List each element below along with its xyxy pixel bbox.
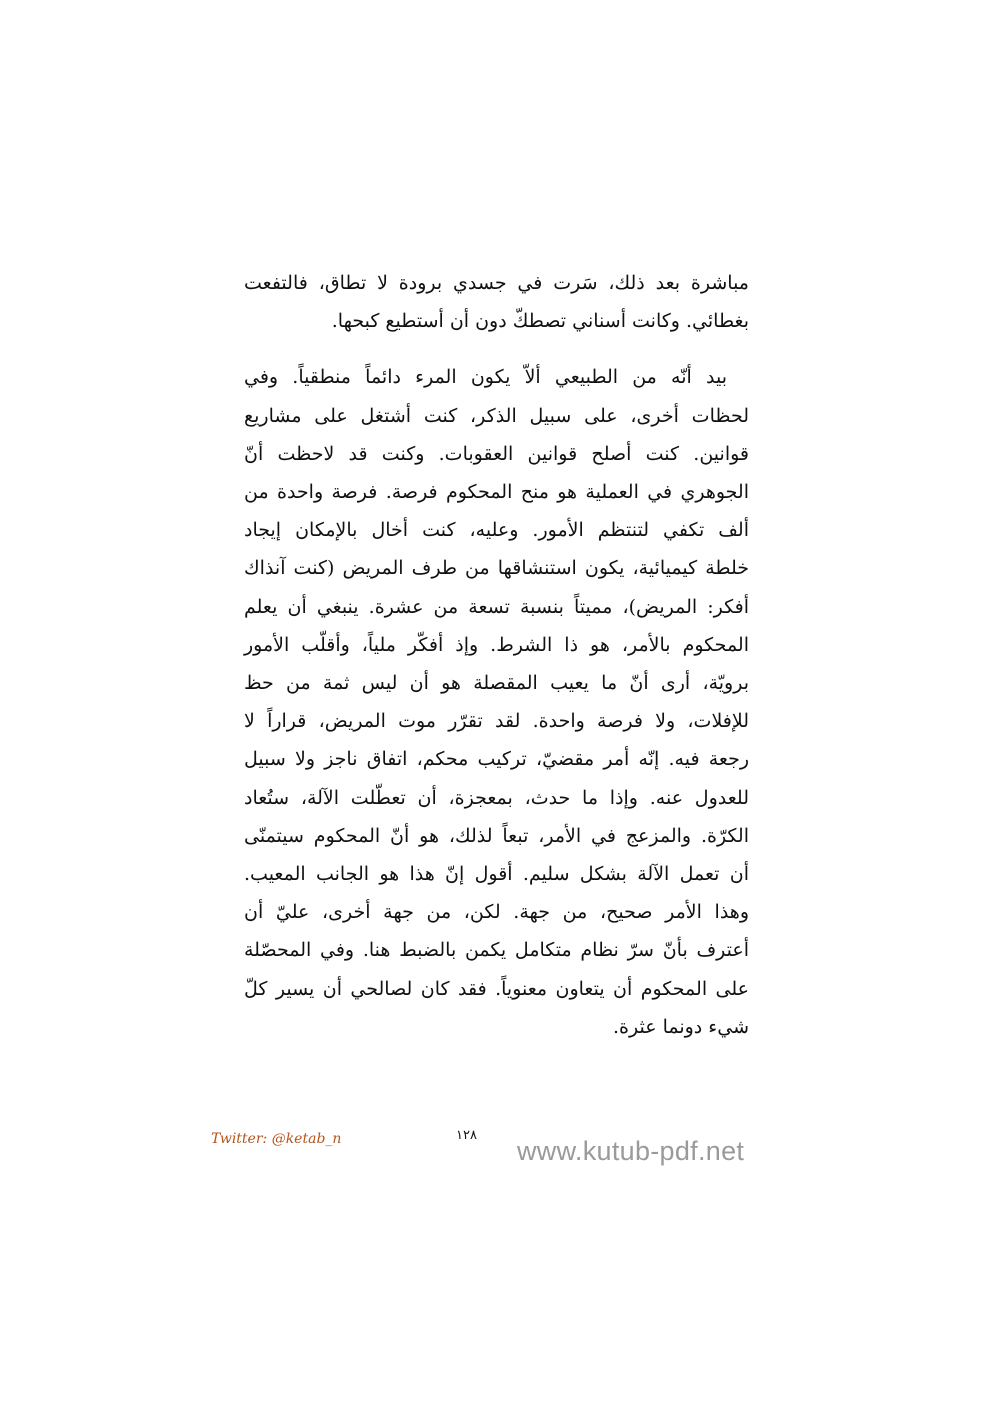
text-line: على المحكوم أن يتعاون معنوياً. فقد كان لصالحي أن يسير كلّ: [244, 977, 749, 1000]
text-line: وهذا الأمر صحيح، من جهة. لكن، من جهة أخرى، عليّ أن: [244, 901, 749, 924]
text-line: لحظات أخرى، على سبيل الذكر، كنت أشتغل على مشاريع: [244, 404, 749, 427]
twitter-handle: Twitter: @ketab_n: [211, 1131, 342, 1147]
text-line: قوانين. كنت أصلح قوانين العقوبات. وكنت قد لاحظت أنّ: [244, 442, 749, 465]
text-line: للعدول عنه. وإذا ما حدث، بمعجزة، أن تعطّلت الآلة، ستُعاد: [244, 786, 749, 809]
text-line: خلطة كيميائية، يكون استنشاقها من طرف المريض (كنت آنذاك: [244, 557, 749, 580]
text-line: بغطائي. وكانت أسناني تصطكّ دون أن أستطيع كبحها.: [331, 310, 749, 333]
text-line: أعترف بأنّ سرّ نظام متكامل يكمن بالضبط هنا. وفي المحصّلة: [244, 939, 749, 962]
text-line: المحكوم بالأمر، هو ذا الشرط. وإذ أفكّر ملياً، وأقلّب الأمور: [244, 633, 749, 656]
page-number: ١٢٨: [456, 1128, 477, 1143]
text-line: أن تعمل الآلة بشكل سليم. أقول إنّ هذا هو الجانب المعيب.: [244, 863, 749, 886]
watermark-url: www.kutub-pdf.net: [517, 1136, 745, 1166]
paragraph-1: [244, 264, 749, 340]
paragraph-2: [244, 358, 749, 1046]
text-line: شيء دونما عثرة.: [612, 1015, 749, 1038]
text-line: برويّة، أرى أنّ ما يعيب المقصلة هو أن ليس ثمة من حظ: [244, 672, 749, 695]
text-line: الجوهري في العملية هو منح المحكوم فرصة. فرصة واحدة من: [244, 481, 749, 504]
text-line: أفكر: المريض)، مميتاً بنسبة تسعة من عشرة. ينبغي أن يعلم: [244, 595, 749, 618]
text-line: مباشرة بعد ذلك، سَرت في جسدي برودة لا تطاق، فالتفعت: [244, 272, 749, 294]
text-line: للإفلات، ولا فرصة واحدة. لقد تقرّر موت المريض، قراراً لا: [244, 710, 749, 733]
text-line: رجعة فيه. إنّه أمر مقضيّ، تركيب محكم، اتفاق ناجز ولا سبيل: [244, 748, 749, 771]
text-line: بيد أنّه من الطبيعي ألاّ يكون المرء دائماً منطقياً. وفي: [244, 366, 727, 389]
text-line: ألف تكفي لتنتظم الأمور. وعليه، كنت أخال بالإمكان إيجاد: [244, 519, 749, 542]
text-line: الكرّة. والمزعج في الأمر، تبعاً لذلك، هو أنّ المحكوم سيتمنّى: [244, 824, 749, 847]
body-text: [244, 264, 749, 1046]
